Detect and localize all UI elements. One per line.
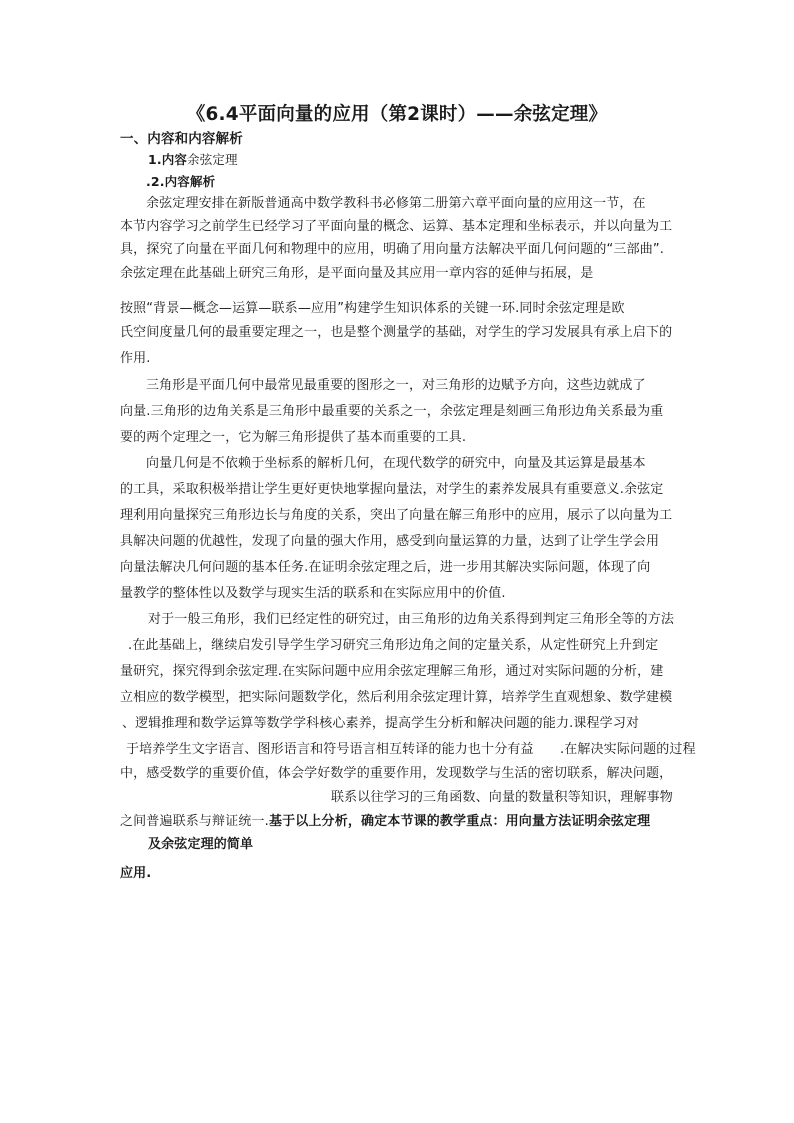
section-heading: 一、内容和内容解析 — [120, 131, 243, 147]
paragraph-4-line-8: 联系以往学习的三角函数、向量的数量积等知识，理解事物 — [331, 790, 673, 805]
paragraph-3-line-5: 向量法解决几何问题的基本任务.在证明余弦定理之后，进一步用其解决实际问题，体现了向 — [120, 560, 651, 575]
paragraph-4-line-1: 对于一般三角形，我们已经定性的研究过，由三角形的边角关系得到判定三角形全等的方法 — [148, 612, 675, 627]
paragraph-4-line-4: 立相应的数学模型，把实际问题数学化，然后利用余弦定理计算，培养学生直观想象、数学建模 — [120, 690, 673, 705]
paragraph-4-line-2: .在此基础上，继续启发引导学生学习研究三角形边角之间的定量关系，从定性研究上升到定 — [128, 638, 659, 653]
subsection-2-heading: .2.内容解析 — [146, 174, 216, 189]
paragraph-1-line-5: 按照“背景—概念—运算—联系—应用”构建学生知识体系的关键一环.同时余弦定理是欧 — [120, 301, 625, 316]
paragraph-4-line-9-text: 之间普遍联系与辩证统一. — [120, 814, 269, 829]
paragraph-1-line-6: 氏空间度量几何的最重要定理之一，也是整个测量学的基础，对学生的学习发展具有承上启下的 — [120, 325, 673, 340]
subsection-1 — [148, 152, 238, 168]
paragraph-1-line-1: 余弦定理安排在新版普通高中数学教科书必修第二册第六章平面向量的应用这一节，在 — [146, 196, 646, 211]
paragraph-4-line-11: 应用. — [120, 866, 152, 881]
paragraph-3-line-4: 具解决问题的优越性，发现了向量的强大作用，感受到向量运算的力量，达到了让学生学会用 — [120, 534, 660, 549]
paragraph-2-line-2: 向量.三角形的边角关系是三角形中最重要的关系之一，余弦定理是刻画三角形边角关系最为重 — [120, 404, 664, 419]
paragraph-2-line-1: 三角形是平面几何中最常见最重要的图形之一，对三角形的边赋予方向，这些边就成了 — [146, 378, 646, 393]
teaching-focus-text: 基于以上分析，确定本节课的教学重点：用向量方法证明余弦定理 — [268, 814, 651, 829]
paragraph-1-line-4: 余弦定理在此基础上研究三角形，是平面向量及其应用一章内容的延伸与拓展，是 — [120, 266, 594, 281]
paragraph-1-line-7: 作用. — [120, 351, 151, 366]
paragraph-3-line-1: 向量几何是不依赖于坐标系的解析几何，在现代数学的研究中，向量及其运算是最基本 — [146, 456, 646, 471]
paragraph-4-line-9 — [120, 814, 650, 830]
paragraph-4-line-3: 量研究，探究得到余弦定理.在实际问题中应用余弦定理解三角形，通过对实际问题的分析，建 — [120, 664, 664, 679]
paragraph-4-line-6: 于培养学生文字语言、图形语言和符号语言相互转译的能力也十分有益 .在解决实际问题的过程 — [126, 742, 696, 757]
paragraph-1-line-2: 本节内容学习之前学生已经学习了平面向量的概念、运算、基本定理和坐标表示，并以向量为工 — [120, 219, 673, 234]
paragraph-4-line-5: 、逻辑推理和数学运算等数学学科核心素养，提高学生分析和解决问题的能力.课程学习对 — [122, 716, 640, 731]
paragraph-3-line-2: 的工具，采取积极举措让学生更好更快地掌握向量法，对学生的素养发展具有重要意义.余弦定 — [120, 482, 664, 497]
paragraph-1-line-3: 具，探究了向量在平面几何和物理中的应用，明确了用向量方法解决平面几何问题的“三部曲”. — [120, 242, 665, 257]
subsection-1-heading: 1.内容 — [148, 152, 188, 167]
paragraph-2-line-3: 要的两个定理之一，它为解三角形提供了基本而重要的工具. — [120, 430, 467, 445]
paragraph-3-line-3: 理利用向量探究三角形边长与角度的关系，突出了向量在解三角形中的应用，展示了以向量为工 — [120, 508, 673, 523]
paragraph-4-line-10: 及余弦定理的简单 — [148, 837, 254, 852]
subsection-1-text: 余弦定理 — [187, 152, 238, 167]
paragraph-3-line-6: 量教学的整体性以及数学与现实生活的联系和在实际应用中的价值. — [120, 586, 506, 601]
document-title: 《6.4平面向量的应用（第2课时）——余弦定理》 — [186, 104, 608, 125]
paragraph-4-line-7: 中，感受数学的重要价值，体会学好数学的重要作用，发现数学与生活的密切联系，解决问题， — [120, 766, 673, 781]
